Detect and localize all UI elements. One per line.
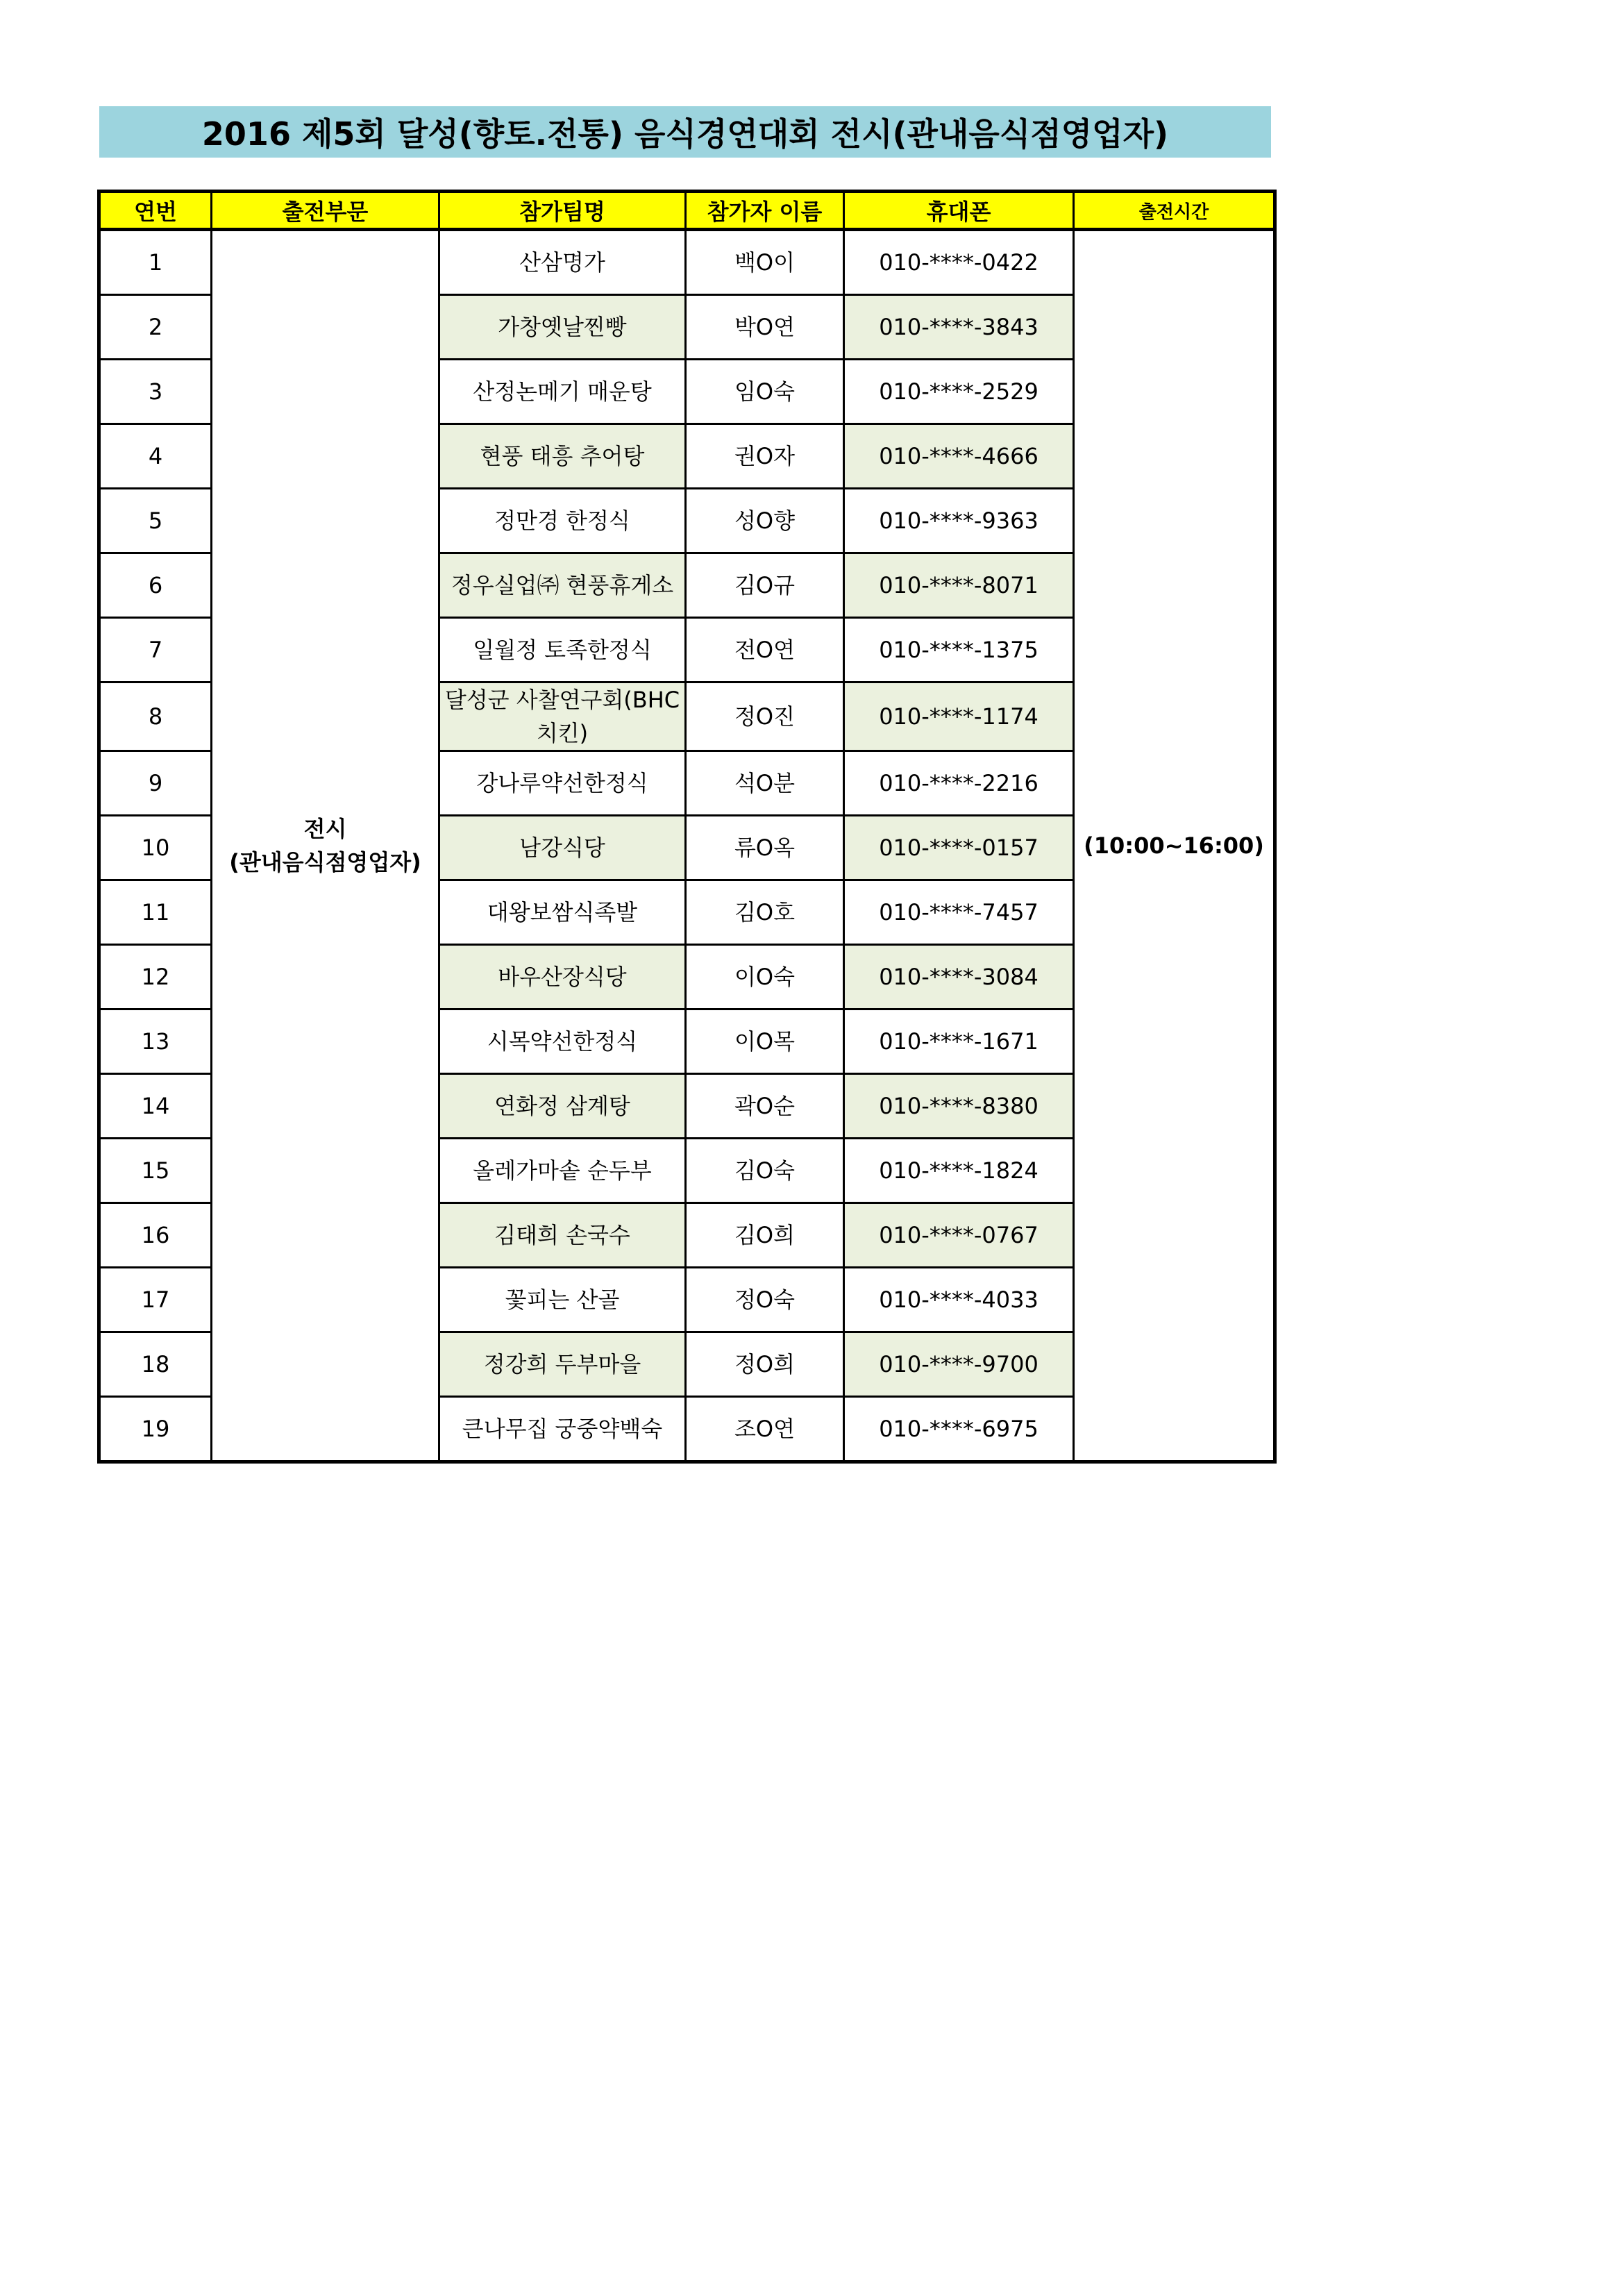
phone-number: 010-****-1174 xyxy=(844,682,1074,751)
document-title: 2016 제5회 달성(향토.전통) 음식경연대회 전시(관내음식점영업자) xyxy=(201,115,1169,153)
participant-name: 정O숙 xyxy=(686,1268,844,1332)
participant-name: 곽O순 xyxy=(686,1074,844,1139)
row-number: 3 xyxy=(99,360,212,424)
participant-table xyxy=(97,190,1277,1464)
row-number: 9 xyxy=(99,751,212,816)
header-num: 연번 xyxy=(99,192,212,230)
phone-number: 010-****-8071 xyxy=(844,553,1074,618)
row-number: 14 xyxy=(99,1074,212,1139)
participant-name: 백O이 xyxy=(686,230,844,295)
phone-number: 010-****-2216 xyxy=(844,751,1074,816)
team-name: 대왕보쌈식족발 xyxy=(439,880,686,945)
row-number: 6 xyxy=(99,553,212,618)
row-number: 17 xyxy=(99,1268,212,1332)
phone-number: 010-****-0767 xyxy=(844,1203,1074,1268)
phone-number: 010-****-1824 xyxy=(844,1139,1074,1203)
phone-number: 010-****-9700 xyxy=(844,1332,1074,1397)
phone-number: 010-****-3084 xyxy=(844,945,1074,1009)
participant-name: 김O희 xyxy=(686,1203,844,1268)
phone-number: 010-****-3843 xyxy=(844,295,1074,360)
participant-name: 석O분 xyxy=(686,751,844,816)
row-number: 18 xyxy=(99,1332,212,1397)
row-number: 12 xyxy=(99,945,212,1009)
header-phone: 휴대폰 xyxy=(844,192,1074,230)
participant-name: 김O호 xyxy=(686,880,844,945)
table-body xyxy=(99,230,1275,1462)
team-name: 일월정 토족한정식 xyxy=(439,618,686,682)
participant-name: 박O연 xyxy=(686,295,844,360)
phone-number: 010-****-1671 xyxy=(844,1009,1074,1074)
team-name: 산삼명가 xyxy=(439,230,686,295)
participant-name: 류O옥 xyxy=(686,816,844,880)
phone-number: 010-****-9363 xyxy=(844,489,1074,553)
team-name: 달성군 사찰연구회(BHC치킨) xyxy=(439,682,686,751)
team-name: 꽃피는 산골 xyxy=(439,1268,686,1332)
table-row xyxy=(99,230,1275,295)
row-number: 7 xyxy=(99,618,212,682)
phone-number: 010-****-4666 xyxy=(844,424,1074,489)
participant-name: 조O연 xyxy=(686,1397,844,1462)
category-line-1: 전시 xyxy=(303,816,347,842)
participant-name: 정O희 xyxy=(686,1332,844,1397)
participant-name: 이O목 xyxy=(686,1009,844,1074)
row-number: 1 xyxy=(99,230,212,295)
team-name: 올레가마솥 순두부 xyxy=(439,1139,686,1203)
row-number: 8 xyxy=(99,682,212,751)
row-number: 16 xyxy=(99,1203,212,1268)
header-team: 참가팀명 xyxy=(439,192,686,230)
row-number: 13 xyxy=(99,1009,212,1074)
team-name: 큰나무집 궁중약백숙 xyxy=(439,1397,686,1462)
time-slot: (10:00~16:00) xyxy=(1074,230,1275,1462)
header-time: 출전시간 xyxy=(1074,192,1275,230)
team-name: 정만경 한정식 xyxy=(439,489,686,553)
team-name: 정우실업㈜ 현풍휴게소 xyxy=(439,553,686,618)
participant-name: 성O향 xyxy=(686,489,844,553)
team-name: 강나루약선한정식 xyxy=(439,751,686,816)
row-number: 19 xyxy=(99,1397,212,1462)
phone-number: 010-****-0422 xyxy=(844,230,1074,295)
participant-name: 김O숙 xyxy=(686,1139,844,1203)
team-name: 정강희 두부마을 xyxy=(439,1332,686,1397)
phone-number: 010-****-7457 xyxy=(844,880,1074,945)
row-number: 11 xyxy=(99,880,212,945)
team-name: 바우산장식당 xyxy=(439,945,686,1009)
participant-name: 전O연 xyxy=(686,618,844,682)
document-title-bar xyxy=(99,106,1271,158)
team-name: 연화정 삼계탕 xyxy=(439,1074,686,1139)
category-cell xyxy=(212,230,439,1462)
phone-number: 010-****-6975 xyxy=(844,1397,1074,1462)
phone-number: 010-****-2529 xyxy=(844,360,1074,424)
category-line-2: (관내음식점영업자) xyxy=(229,849,421,875)
participant-name: 권O자 xyxy=(686,424,844,489)
row-number: 5 xyxy=(99,489,212,553)
team-name: 남강식당 xyxy=(439,816,686,880)
team-name: 김태희 손국수 xyxy=(439,1203,686,1268)
participant-name: 김O규 xyxy=(686,553,844,618)
row-number: 2 xyxy=(99,295,212,360)
team-name: 현풍 태흥 추어탕 xyxy=(439,424,686,489)
table-header-row xyxy=(99,192,1275,230)
phone-number: 010-****-4033 xyxy=(844,1268,1074,1332)
team-name: 시목약선한정식 xyxy=(439,1009,686,1074)
row-number: 15 xyxy=(99,1139,212,1203)
row-number: 4 xyxy=(99,424,212,489)
participant-name: 임O숙 xyxy=(686,360,844,424)
row-number: 10 xyxy=(99,816,212,880)
header-participant: 참가자 이름 xyxy=(686,192,844,230)
phone-number: 010-****-0157 xyxy=(844,816,1074,880)
participant-name: 이O숙 xyxy=(686,945,844,1009)
header-category: 출전부문 xyxy=(212,192,439,230)
participant-name: 정O진 xyxy=(686,682,844,751)
team-name: 가창옛날찐빵 xyxy=(439,295,686,360)
phone-number: 010-****-1375 xyxy=(844,618,1074,682)
phone-number: 010-****-8380 xyxy=(844,1074,1074,1139)
team-name: 산정논메기 매운탕 xyxy=(439,360,686,424)
